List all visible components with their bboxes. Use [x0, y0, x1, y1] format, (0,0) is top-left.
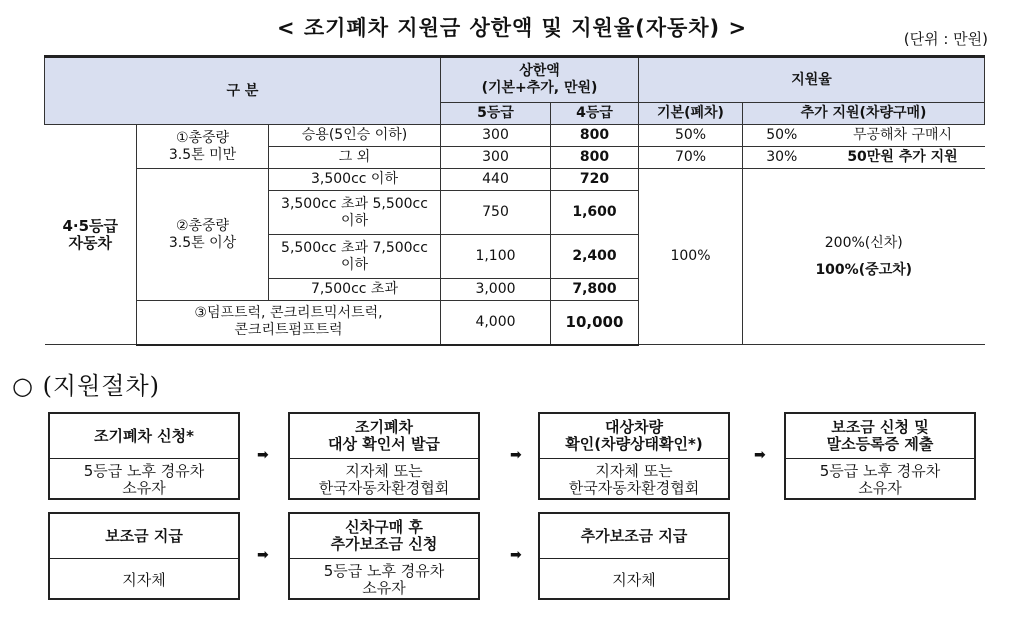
row1-extra: 50%	[743, 125, 821, 147]
row4-g5: 750	[441, 191, 551, 235]
step-title: 추가보조금 지급	[540, 514, 728, 559]
header-extra: 추가 지원(차량구매)	[743, 103, 985, 125]
step-title: 보조금 신청 및 말소등록증 제출	[786, 414, 974, 459]
step-additional-application	[288, 512, 480, 600]
row2-g5: 300	[441, 147, 551, 169]
row4-sub: 3,500cc 초과 5,500cc 이하	[269, 191, 441, 235]
header-category: 구 분	[45, 57, 441, 125]
row1-g5: 300	[441, 125, 551, 147]
step-early-scrap-application	[48, 412, 240, 500]
row7-g5: 4,000	[441, 301, 551, 345]
step-subsidy-application	[784, 412, 976, 500]
step-title: 대상차량 확인(차량상태확인*)	[540, 414, 728, 459]
step-who: 지자체 또는 한국자동차환경협회	[568, 462, 700, 497]
row6-sub: 7,500cc 초과	[269, 279, 441, 301]
header-grade5: 5등급	[441, 103, 551, 125]
row3-g4: 720	[551, 169, 639, 191]
row1-g4: 800	[551, 125, 639, 147]
row3-sub: 3,500cc 이하	[269, 169, 441, 191]
group1-label: ①총중량 3.5톤 미만	[137, 125, 269, 169]
step-who: 지자체 또는 한국자동차환경협회	[318, 462, 450, 497]
row1-base: 50%	[639, 125, 743, 147]
step-title: 보조금 지급	[50, 514, 238, 559]
arrow-right-icon: ➡	[754, 447, 766, 463]
row7-sub: ③덤프트럭, 콘크리트믹서트럭, 콘크리트펌프트럭	[137, 301, 441, 345]
step-title: 신차구매 후 추가보조금 신청	[290, 514, 478, 559]
row5-sub: 5,500cc 초과 7,500cc 이하	[269, 235, 441, 279]
row6-g5: 3,000	[441, 279, 551, 301]
page-title: < 조기폐차 지원금 상한액 및 지원율(자동차) >	[276, 16, 748, 40]
header-grade4: 4등급	[551, 103, 639, 125]
step-additional-payment	[538, 512, 730, 600]
vehicle-group: 4·5등급 자동차	[45, 125, 137, 345]
header-rate: 지원율	[639, 57, 985, 103]
header-base: 기본(폐차)	[639, 103, 743, 125]
procedure-heading: ○ (지원절차)	[12, 372, 161, 400]
row2-sub: 그 외	[269, 147, 441, 169]
note2: 50만원 추가 지원	[821, 147, 985, 169]
step-title: 조기폐차 신청*	[50, 414, 238, 459]
note1: 무공해차 구매시	[821, 125, 985, 147]
step-who: 5등급 노후 경유차 소유자	[819, 462, 941, 497]
row4-g4: 1,600	[551, 191, 639, 235]
step-who: 5등급 노후 경유차 소유자	[323, 562, 445, 597]
arrow-right-icon: ➡	[510, 447, 522, 463]
header-cap: 상한액 (기본+추가, 만원)	[441, 57, 639, 103]
step-who: 지자체	[122, 570, 166, 589]
extra-large	[743, 169, 985, 345]
row3-g5: 440	[441, 169, 551, 191]
row1-sub: 승용(5인승 이하)	[269, 125, 441, 147]
base-large: 100%	[639, 169, 743, 345]
arrow-right-icon: ➡	[257, 547, 269, 563]
step-subsidy-payment	[48, 512, 240, 600]
extra-new: 200%(신차)	[824, 234, 903, 251]
step-confirmation-issue	[288, 412, 480, 500]
row6-g4: 7,800	[551, 279, 639, 301]
arrow-right-icon: ➡	[257, 447, 269, 463]
step-vehicle-check	[538, 412, 730, 500]
step-who: 지자체	[612, 570, 656, 589]
row7-g4: 10,000	[551, 301, 639, 345]
row5-g4: 2,400	[551, 235, 639, 279]
extra-used: 100%(중고차)	[815, 261, 913, 278]
step-who: 5등급 노후 경유차 소유자	[83, 462, 205, 497]
group2-label: ②총중량 3.5톤 이상	[137, 169, 269, 301]
arrow-right-icon: ➡	[510, 547, 522, 563]
unit-note: (단위 : 만원)	[903, 30, 988, 48]
subsidy-table	[44, 55, 985, 346]
step-title: 조기폐차 대상 확인서 발급	[290, 414, 478, 459]
row2-extra: 30%	[743, 147, 821, 169]
row5-g5: 1,100	[441, 235, 551, 279]
row2-g4: 800	[551, 147, 639, 169]
row2-base: 70%	[639, 147, 743, 169]
